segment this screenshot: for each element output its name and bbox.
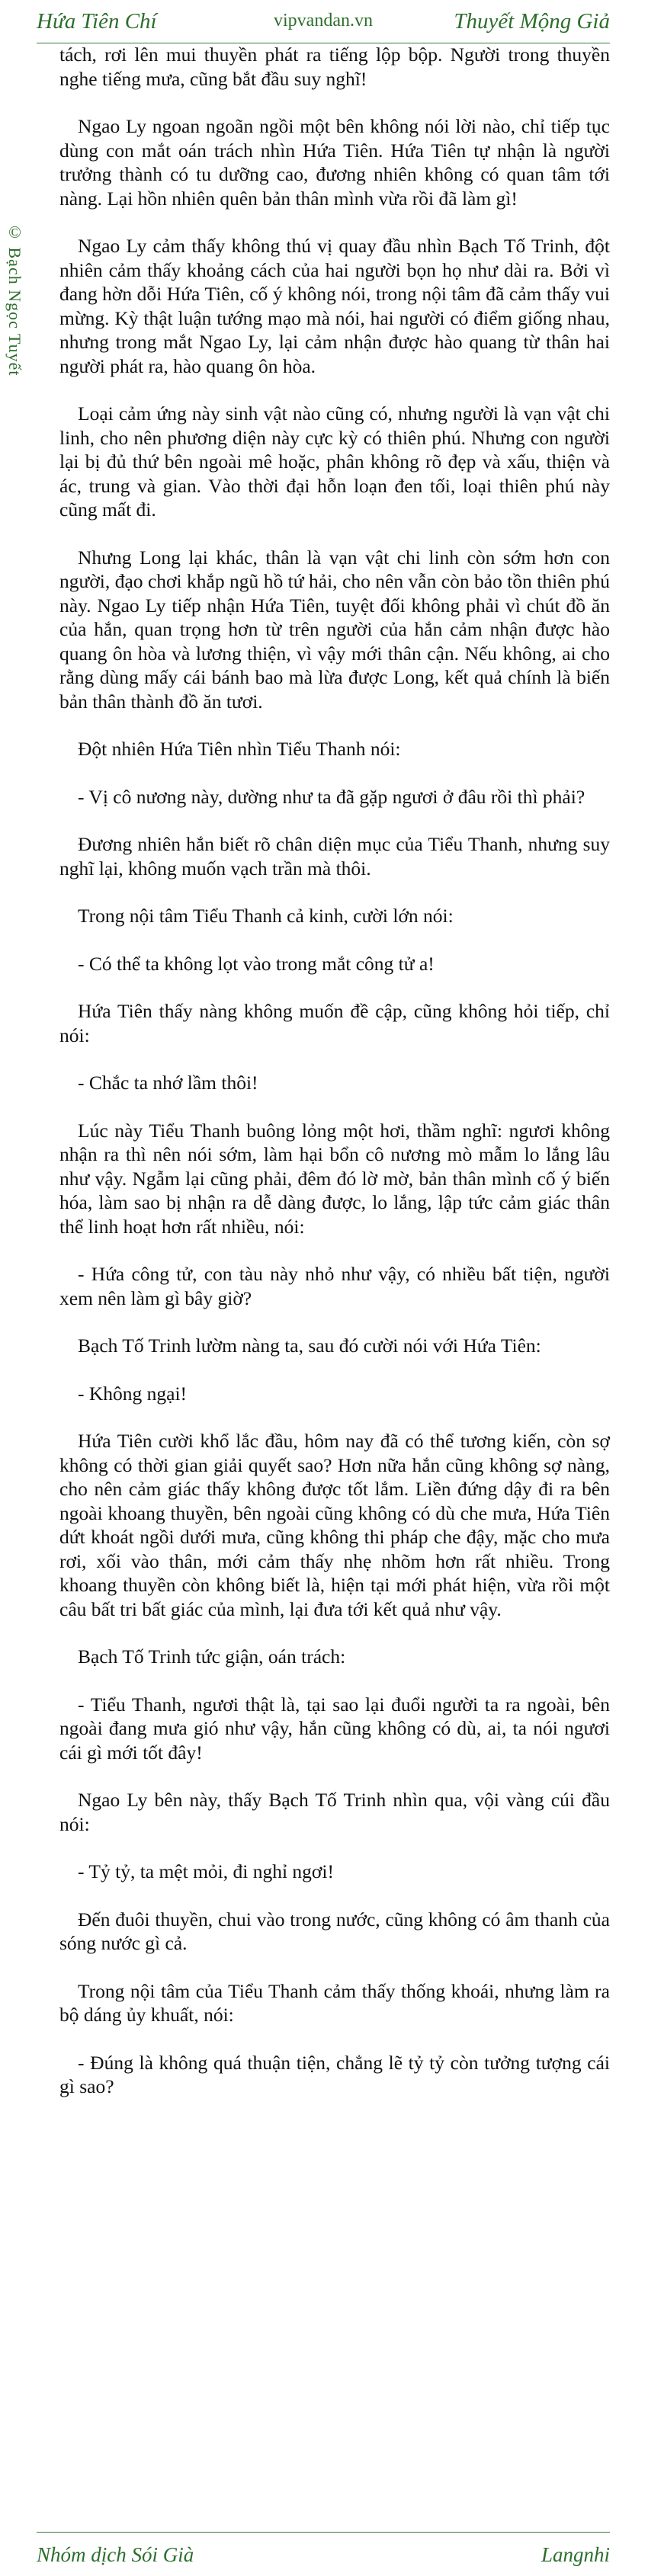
copyright-text: © Bạch Ngọc Tuyết (5, 223, 24, 376)
paragraph: tách, rơi lên mui thuyền phát ra tiếng lộp bộp. Người trong thuyền nghe tiếng mưa, cũng bắt đầu suy nghĩ! (59, 43, 610, 90)
paragraph: Bạch Tố Trinh lườm nàng ta, sau đó cười nói với Hứa Tiên: (78, 1334, 541, 1357)
paragraph: Loại cảm ứng này sinh vật nào cũng có, nhưng người là vạn vật chi linh, cho nên phương diện này cực kỳ có thiên phú. Nhưng con người lại bị đủ thứ bên ngoài mê hoặc, phân không rõ đẹp và xấu, thiện và ác, trung và gian. Vào thời đại hỗn loạn đen tối, loại thiên phú này cũng mất đi. (59, 402, 610, 521)
paragraph: Ngao Ly cảm thấy không thú vị quay đầu nhìn Bạch Tố Trinh, đột nhiên cảm thấy khoảng cách của hai người bọn họ như dài ra. Bởi vì đang hờn dỗi Hứa Tiên, cố ý không nói, trong nội tâm đã cảm thấy vui mừng. Kỳ thật luận tướng mạo mà nói, hai người có điểm giống nhau, nhưng trong mắt Ngao Ly, lại cảm nhận được hào quang từ thân hai người phát ra, hào quang ôn hòa. (59, 235, 610, 377)
paragraph: - Chắc ta nhớ lầm thôi! (78, 1072, 258, 1094)
paragraph: Lúc này Tiểu Thanh buông lỏng một hơi, thầm nghĩ: ngươi không nhận ra thì nên nói sớm, làm hại bổn cô nương mò mẫm lo lắng lâu như vậy. Ngẫm lại cũng phải, đêm đó lờ mờ, bản thân mình cố ý biến hóa, làm sao bị nhận ra dễ dàng được, lo lắng, lập tức cảm giác thân thể linh hoạt hơn rất nhiều, nói: (59, 1119, 610, 1238)
paragraph: - Tiểu Thanh, ngươi thật là, tại sao lại đuổi người ta ra ngoài, bên ngoài đang mưa gió như vậy, hắn cũng không có dù, ai, ta nói ngươi cái gì mới tốt đây! (59, 1693, 610, 1764)
chapter-text (59, 43, 610, 2123)
paragraph: Trong nội tâm của Tiểu Thanh cảm thấy thống khoái, nhưng làm ra bộ dáng ủy khuất, nói: (59, 1979, 610, 2026)
paragraph: - Hứa công tử, con tàu này nhỏ như vậy, có nhiều bất tiện, người xem nên làm gì bây giờ? (59, 1263, 610, 1309)
paragraph: Bạch Tố Trinh tức giận, oán trách: (78, 1645, 346, 1668)
paragraph: Hứa Tiên thấy nàng không muốn đề cập, cũng không hỏi tiếp, chỉ nói: (59, 1000, 610, 1046)
uploader-name: Langnhi (541, 2543, 610, 2566)
paragraph: Nhưng Long lại khác, thân là vạn vật chi linh còn sớm hơn con người, đạo chơi khắp ngũ hồ tứ hải, cho nên vẫn còn bảo tồn thiên phú này. Ngao Ly tiếp nhận Hứa Tiên, tuyệt đối không phải vì chút đồ ăn của hắn, quan trọng hơn từ trên người của hắn cảm nhận được hào quang ôn hòa và lương thiện, vì vậy mới thân cận. Nếu không, ai cho rằng dùng mấy cái bánh bao mà lừa được Long, kết quả chính là biến bản thân thành đồ ăn tươi. (59, 546, 610, 713)
paragraph: Đột nhiên Hứa Tiên nhìn Tiểu Thanh nói: (78, 738, 401, 760)
paragraph: Đến đuôi thuyền, chui vào trong nước, cũng không có âm thanh của sóng nước gì cả. (59, 1908, 610, 1954)
author-name: Thuyết Mộng Giả (454, 9, 610, 34)
paragraph: Đương nhiên hắn biết rõ chân diện mục của Tiểu Thanh, nhưng suy nghĩ lại, không muốn vạch trần mà thôi. (59, 833, 610, 879)
book-title: Hứa Tiên Chí (37, 9, 157, 34)
paragraph: Hứa Tiên cười khổ lắc đầu, hôm nay đã có thể tương kiến, còn sợ không có thời gian giải quyết sao? Hơn nữa hắn cũng không sợ nàng, cho nên cảm giác thấy không được tốt lắm. Liền đứng dậy đi ra bên ngoài khoang thuyền, bên ngoài cũng không có dù che mưa, Hứa Tiên dứt khoát ngồi dưới mưa, cũng không thi pháp che đậy, mặc cho mưa rơi, xối vào thân, mới cảm thấy nhẹ nhõm hơn rất nhiều. Trong khoang thuyền còn không biết là, hiện tại mới phát hiện, vừa rồi một câu bất tri bất giác của mình, lại đưa tới kết quả như vậy. (59, 1430, 610, 1620)
site-link[interactable]: vipvandan.vn (274, 11, 373, 30)
paragraph: Ngao Ly bên này, thấy Bạch Tố Trinh nhìn qua, vội vàng cúi đầu nói: (59, 1789, 610, 1835)
page-footer (37, 2532, 610, 2571)
paragraph: - Tỷ tỷ, ta mệt mỏi, đi nghỉ ngơi! (78, 1860, 334, 1882)
paragraph: - Có thể ta không lọt vào trong mắt công tử a! (78, 952, 435, 975)
paragraph: Trong nội tâm Tiểu Thanh cả kinh, cười lớn nói: (78, 905, 454, 927)
sidebar (0, 47, 34, 2528)
paragraph: - Đúng là không quá thuận tiện, chẳng lẽ tỷ tỷ còn tưởng tượng cái gì sao? (59, 2051, 610, 2097)
page-header (37, 0, 610, 43)
translator-group: Nhóm dịch Sói Già (37, 2543, 194, 2566)
paragraph: - Không ngại! (78, 1382, 188, 1405)
paragraph: Ngao Ly ngoan ngoãn ngồi một bên không nói lời nào, chỉ tiếp tục dùng con mắt oán trách nhìn Hứa Tiên. Hứa Tiên tự nhận là người trưởng thành có tu dưỡng cao, đương nhiên không có quan tâm tới nàng. Lại hồn nhiên quên bản thân mình vừa rồi đã làm gì! (59, 115, 610, 210)
paragraph: - Vị cô nương này, dường như ta đã gặp ngươi ở đâu rồi thì phải? (78, 785, 585, 808)
